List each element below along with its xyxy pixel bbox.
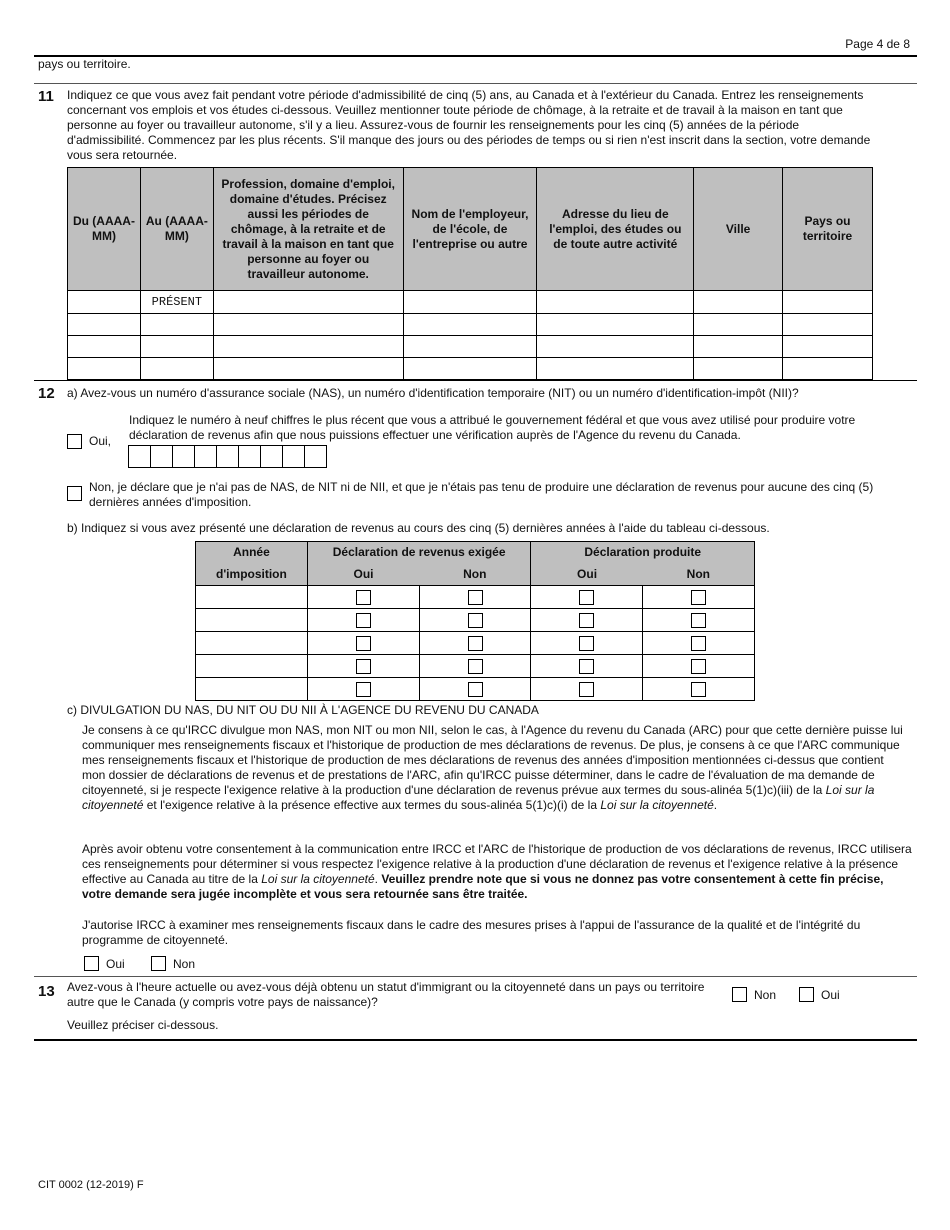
employeur-cell[interactable] [403, 358, 537, 380]
consent-yes-label: Oui [106, 957, 125, 971]
sin-yes-checkbox[interactable] [67, 434, 82, 449]
filed-no-checkbox[interactable] [691, 682, 706, 697]
pays-cell[interactable] [783, 336, 873, 358]
other-status-no-label: Non [754, 988, 777, 1002]
col-tax-year-line2: d'imposition [196, 564, 308, 586]
filed-yes-checkbox[interactable] [579, 613, 594, 628]
question-11-text: Indiquez ce que vous avez fait pendant votre période d'admissibilité de cinq (5) ans, au Canada et à l'extérieur du Canada. Entrez les renseignements concernant vos emplois et vos études ci-dessous. Veuillez mentionner toute période de chômage, à la retraite et de travail à la maison en tant que personne au foyer ou travailleur autonome, s'il y a lieu. Assurez-vous de fournir les renseignements pour les cinq (5) années de la période d'admissibilité. Commencez par les plus récents. S'il manque des jours ou des périodes de temps ou si rien n'est inscrit dans la section, votre demande vous sera retournée. [67, 88, 871, 162]
digit-box[interactable] [238, 445, 261, 468]
tax-return-table [195, 541, 755, 701]
sin-number-input[interactable] [129, 445, 327, 468]
profession-cell[interactable] [213, 314, 403, 336]
filed-no-checkbox[interactable] [691, 659, 706, 674]
digit-box[interactable] [128, 445, 151, 468]
filed-no-checkbox[interactable] [691, 636, 706, 651]
du-cell[interactable] [68, 291, 141, 314]
col-tax-year: Année [196, 542, 308, 564]
question-12b-text: b) Indiquez si vous avez présenté une déclaration de revenus au cours des cinq (5) dernières années à l'aide du tableau ci-dessous. [67, 521, 770, 535]
tax-year-cell[interactable] [196, 632, 308, 655]
col-return-filed: Déclaration produite [531, 542, 755, 564]
consent-yes-checkbox[interactable] [84, 956, 99, 971]
du-cell[interactable] [68, 336, 141, 358]
col-au: Au (AAAA-MM) [140, 168, 213, 291]
question-11-number: 11 [38, 88, 54, 105]
form-code: CIT 0002 (12-2019) F [38, 1179, 144, 1191]
top-rule [34, 55, 917, 57]
filed-no-checkbox[interactable] [691, 590, 706, 605]
adresse-cell[interactable] [537, 314, 694, 336]
consent-paragraph-1: Je consens à ce qu'IRCC divulgue mon NAS, mon NIT ou mon NII, selon le cas, à l'Agence du revenu du Canada (ARC) pour que cette dernière puisse lui communiquer mes renseignements fiscaux et l'historique de production de mes déclarations de revenus. De plus, je consens à ce que l'ARC communique mes renseignements fiscaux et l'historique de production de mes déclarations de revenus des années d'imposition mentionnées ci-dessus que contient mon dossier de déclarations de revenus et de prestations de l'ARC, afin qu'IRCC puisse déterminer, dans le cadre de l'évaluation de ma demande de citoyenneté, si je respecte l'exigence relative à la production d'une déclaration de revenus prévue aux termes du sous-alinéa 5(1)c)(iii) de la Loi sur la citoyenneté et l'exigence relative à la présence effective aux termes du sous-alinéa 5(1)c)(i) de la Loi sur la citoyenneté. [82, 723, 903, 812]
digit-box[interactable] [282, 445, 305, 468]
du-cell[interactable] [68, 314, 141, 336]
au-cell[interactable] [140, 336, 213, 358]
col-employeur: Nom de l'employeur, de l'école, de l'entreprise ou autre [403, 168, 537, 291]
sin-instruction: Indiquez le numéro à neuf chiffres le plus récent que vous a attribué le gouvernement fédéral et que vous avez utilisé pour produire votre déclaration de revenus afin que nous puissions effectuer une vérification auprès de l'Agence du revenu du Canada. [129, 413, 856, 442]
col-required-yes: Oui [307, 564, 419, 586]
digit-box[interactable] [216, 445, 239, 468]
au-cell[interactable] [140, 358, 213, 380]
consent-no-checkbox[interactable] [151, 956, 166, 971]
required-no-checkbox[interactable] [468, 659, 483, 674]
required-no-checkbox[interactable] [468, 590, 483, 605]
ville-cell[interactable] [694, 358, 783, 380]
digit-box[interactable] [172, 445, 195, 468]
consent-no-label: Non [173, 957, 196, 971]
activity-history-table [67, 167, 873, 380]
table-row [68, 336, 873, 358]
tax-year-cell[interactable] [196, 609, 308, 632]
col-filed-no: Non [643, 564, 755, 586]
required-no-checkbox[interactable] [468, 636, 483, 651]
table-row [68, 358, 873, 380]
col-adresse: Adresse du lieu de l'emploi, des études ou de toute autre activité [537, 168, 694, 291]
required-yes-checkbox[interactable] [356, 659, 371, 674]
divider [34, 83, 917, 84]
required-yes-checkbox[interactable] [356, 590, 371, 605]
col-required-no: Non [419, 564, 531, 586]
filed-no-checkbox[interactable] [691, 613, 706, 628]
question-13-number: 13 [38, 983, 55, 1000]
table-row [196, 609, 755, 632]
profession-cell[interactable] [213, 336, 403, 358]
filed-yes-checkbox[interactable] [579, 590, 594, 605]
table-row [196, 586, 755, 609]
page-number: Page 4 de 8 [845, 37, 910, 51]
divider [34, 380, 917, 381]
au-cell[interactable]: PRÉSENT [140, 291, 213, 314]
employeur-cell[interactable] [403, 336, 537, 358]
question-13-text: Avez-vous à l'heure actuelle ou avez-vous déjà obtenu un statut d'immigrant ou la citoyenneté dans un pays ou territoire autre que le Canada (y compris votre pays de naissance)? [67, 980, 705, 1009]
ville-cell[interactable] [694, 291, 783, 314]
filed-yes-checkbox[interactable] [579, 636, 594, 651]
consent-paragraph-2: Après avoir obtenu votre consentement à la communication entre IRCC et l'ARC de l'historique de production de vos déclarations de revenus, IRCC utilisera ces renseignements pour déterminer si vous respectez l'exigence relative à la production d'une déclaration de revenus et l'exigence relative à la présence effective au Canada au titre de la Loi sur la citoyenneté. Veuillez prendre note que si vous ne donnez pas votre consentement à cette fin précise, votre demande sera jugée incomplète et vous sera retournée sans être traitée. [82, 842, 912, 901]
profession-cell[interactable] [213, 358, 403, 380]
sin-no-text: Non, je déclare que je n'ai pas de NAS, de NIT ni de NII, et que je n'étais pas tenu de produire une déclaration de revenus pour aucune des cinq (5) dernières années d'imposition. [89, 480, 874, 509]
required-no-checkbox[interactable] [468, 682, 483, 697]
tax-year-cell[interactable] [196, 655, 308, 678]
tax-year-cell[interactable] [196, 678, 308, 701]
sin-yes-label: Oui, [89, 434, 112, 448]
digit-box[interactable] [194, 445, 217, 468]
required-yes-checkbox[interactable] [356, 682, 371, 697]
table-row [196, 655, 755, 678]
question-12a-text: a) Avez-vous un numéro d'assurance sociale (NAS), un numéro d'identification temporaire (NIT) ou un numéro d'identification-impôt (NII)? [67, 386, 799, 400]
required-yes-checkbox[interactable] [356, 636, 371, 651]
other-status-yes-label: Oui [821, 988, 840, 1002]
col-du: Du (AAAA-MM) [68, 168, 141, 291]
table-row [196, 678, 755, 701]
question-13-specify: Veuillez préciser ci-dessous. [67, 1018, 219, 1032]
col-ville: Ville [694, 168, 783, 291]
col-filed-yes: Oui [531, 564, 643, 586]
adresse-cell[interactable] [537, 291, 694, 314]
digit-box[interactable] [150, 445, 173, 468]
filed-yes-checkbox[interactable] [579, 682, 594, 697]
col-profession: Profession, domaine d'emploi, domaine d'études. Précisez aussi les périodes de chômage, à la retraite et de travail à la maison en tant que personne au foyer ou travailleur autonome. [213, 168, 403, 291]
pays-cell[interactable] [783, 314, 873, 336]
digit-box[interactable] [304, 445, 327, 468]
table-row [196, 632, 755, 655]
question-12c-title: c) DIVULGATION DU NAS, DU NIT OU DU NII À L'AGENCE DU REVENU DU CANADA [67, 703, 539, 717]
required-no-checkbox[interactable] [468, 613, 483, 628]
tax-year-cell[interactable] [196, 586, 308, 609]
employeur-cell[interactable] [403, 314, 537, 336]
table-row [68, 314, 873, 336]
question-12-number: 12 [38, 385, 55, 402]
ville-cell[interactable] [694, 314, 783, 336]
adresse-cell[interactable] [537, 336, 694, 358]
divider [34, 976, 917, 977]
sin-no-checkbox[interactable] [67, 486, 82, 501]
other-status-no-checkbox[interactable] [732, 987, 747, 1002]
pays-cell[interactable] [783, 291, 873, 314]
digit-box[interactable] [260, 445, 283, 468]
ville-cell[interactable] [694, 336, 783, 358]
du-cell[interactable] [68, 358, 141, 380]
filed-yes-checkbox[interactable] [579, 659, 594, 674]
table-row [68, 291, 873, 314]
previous-question-fragment: pays ou territoire. [38, 57, 131, 71]
col-return-required: Déclaration de revenus exigée [307, 542, 531, 564]
required-yes-checkbox[interactable] [356, 613, 371, 628]
other-status-yes-checkbox[interactable] [799, 987, 814, 1002]
consent-paragraph-3: J'autorise IRCC à examiner mes renseignements fiscaux dans le cadre des mesures prises à l'appui de l'assurance de la qualité et de l'intégrité du programme de citoyenneté. [82, 918, 861, 947]
employeur-cell[interactable] [403, 291, 537, 314]
divider [34, 1039, 917, 1041]
adresse-cell[interactable] [537, 358, 694, 380]
col-pays: Pays ou territoire [783, 168, 873, 291]
profession-cell[interactable] [213, 291, 403, 314]
pays-cell[interactable] [783, 358, 873, 380]
au-cell[interactable] [140, 314, 213, 336]
